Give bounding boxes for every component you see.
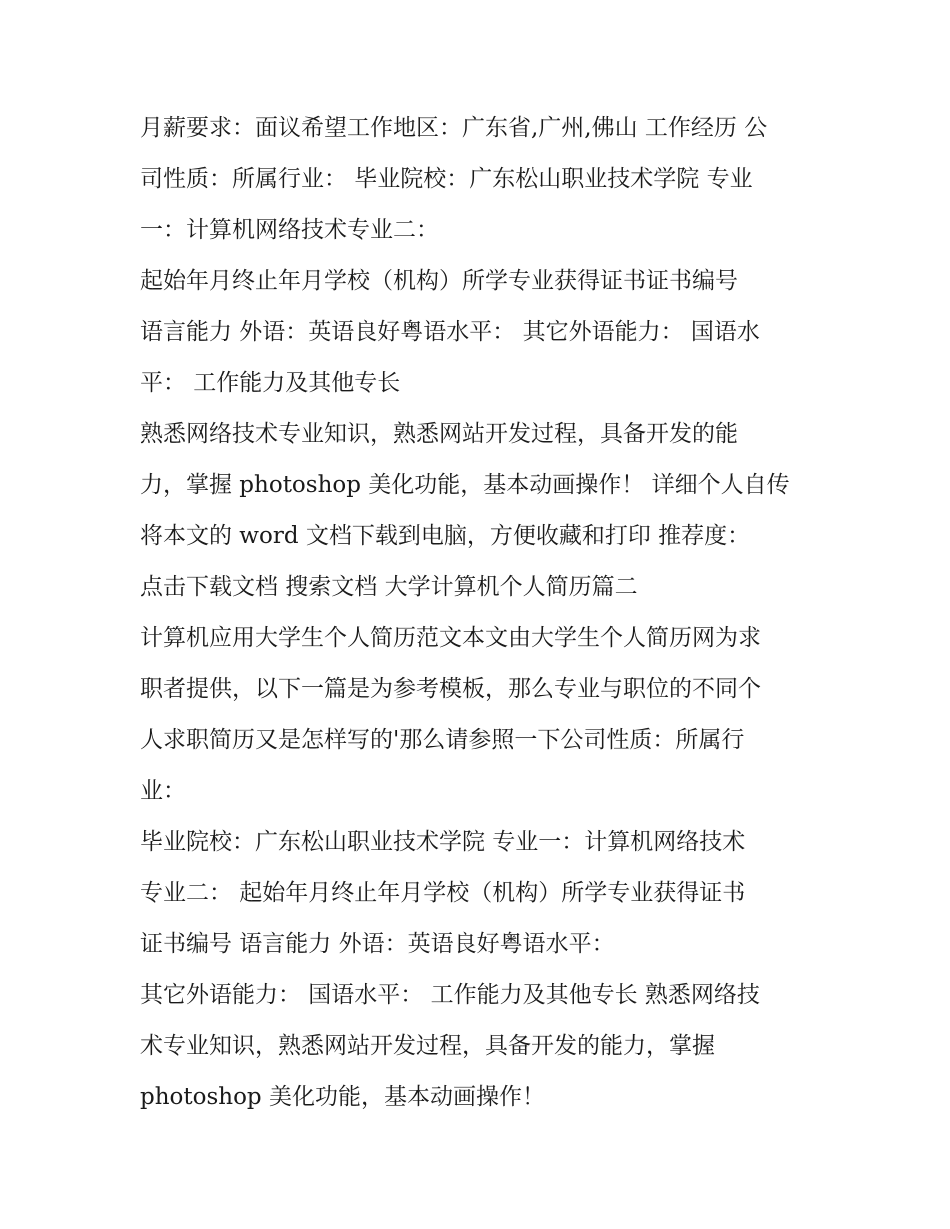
text-line: 力，掌握 photoshop 美化功能，基本动画操作！ 详细个人自传 — [140, 472, 790, 498]
text-line: 熟悉网络技术专业知识，熟悉网站开发过程，具备开发的能 — [140, 421, 738, 447]
text-line: 职者提供，以下一篇是为参考模板，那么专业与职位的不同个 — [140, 676, 761, 702]
text-line: 语言能力 外语：英语良好粤语水平： 其它外语能力： 国语水 — [140, 319, 760, 345]
text-line: 平： 工作能力及其他专长 — [140, 370, 401, 396]
text-line: 专业二： 起始年月终止年月学校（机构）所学专业获得证书 — [140, 880, 746, 906]
text-line: 点击下载文档 搜索文档 大学计算机个人简历篇二 — [140, 574, 638, 600]
text-line: 术专业知识，熟悉网站开发过程，具备开发的能力，掌握 — [140, 1033, 715, 1059]
text-line: 证书编号 语言能力 外语：英语良好粤语水平： — [140, 931, 615, 957]
text-line: 其它外语能力： 国语水平： 工作能力及其他专长 熟悉网络技 — [140, 982, 760, 1008]
text-line: 起始年月终止年月学校（机构）所学专业获得证书证书编号 — [140, 268, 738, 294]
text-line: 计算机应用大学生个人简历范文本文由大学生个人简历网为求 — [140, 625, 761, 651]
text-line: 月薪要求：面议希望工作地区：广东省,广州,佛山 工作经历 公 — [140, 115, 768, 141]
text-line: 一：计算机网络技术专业二： — [140, 217, 439, 243]
text-line: 业： — [140, 778, 186, 804]
document-body — [140, 103, 820, 1123]
text-line: 人求职简历又是怎样写的'那么请参照一下公司性质：所属行 — [140, 727, 745, 753]
text-line: photoshop 美化功能，基本动画操作！ — [140, 1084, 545, 1110]
text-line: 司性质：所属行业： 毕业院校：广东松山职业技术学院 专业 — [140, 166, 753, 192]
text-line: 将本文的 word 文档下载到电脑，方便收藏和打印 推荐度： — [140, 523, 751, 549]
text-line: 毕业院校：广东松山职业技术学院 专业一：计算机网络技术 — [140, 829, 746, 855]
